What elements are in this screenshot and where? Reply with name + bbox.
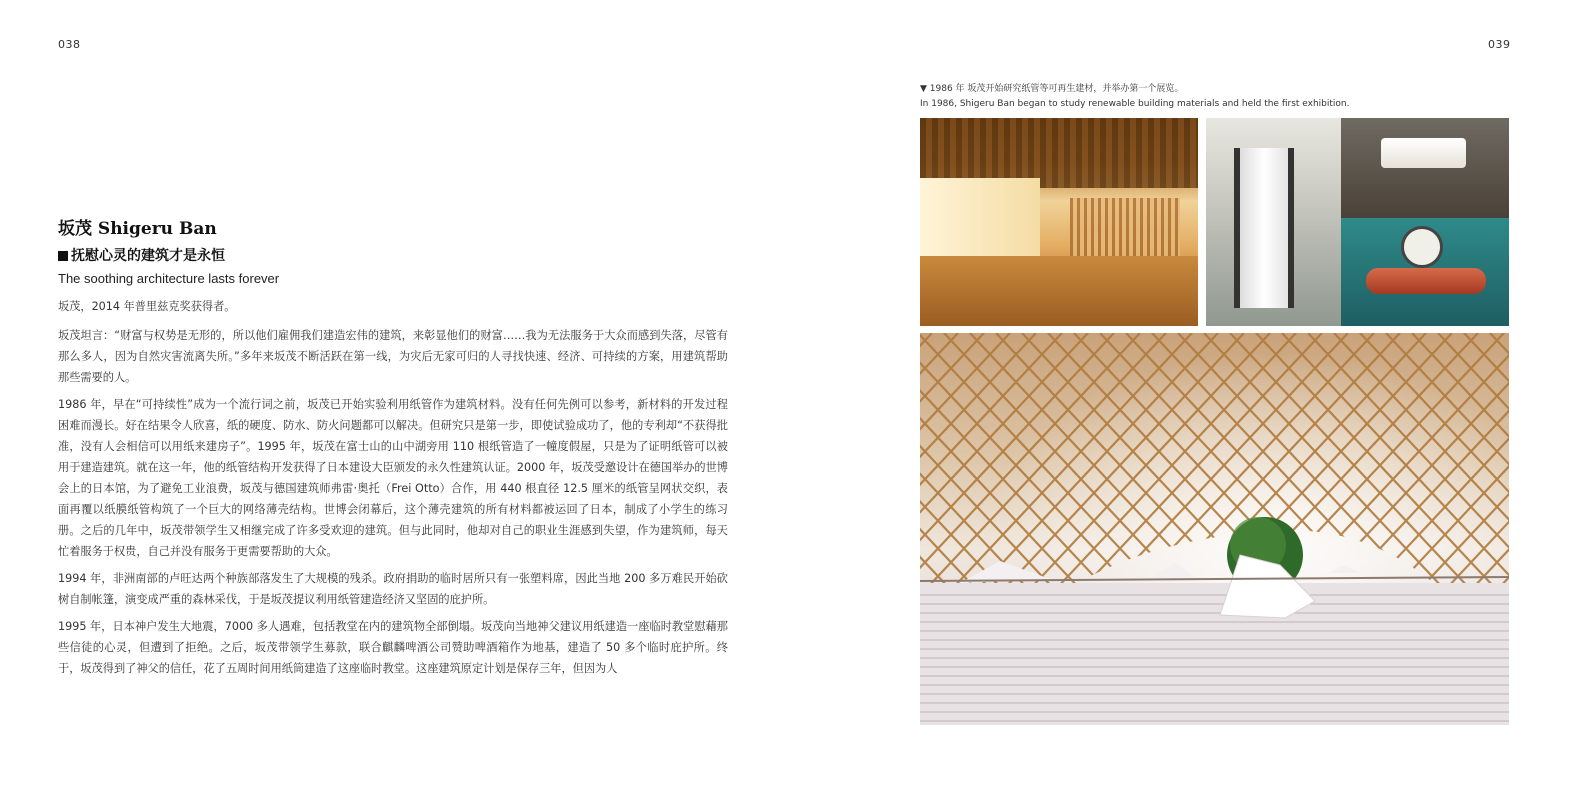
pavilion-gridshell — [920, 333, 1509, 725]
page-number-left: 038 — [58, 38, 81, 51]
paper-tube-sample — [1381, 138, 1466, 168]
testing-panel-top — [1341, 118, 1509, 218]
square-bullet-icon — [58, 251, 68, 261]
paragraph: 1995 年，日本神户发生大地震，7000 多人遇难，包括教堂在内的建筑物全部倒塌。坂茂向当地神父建议用纸建造一座临时教堂慰藉那些信徒的心灵，但遭到了拒绝。之后，坂茂带领学生募款，联合麒麟啤酒公司赞助啤酒箱作为地基，建造了 50 多个临时庇护所。终于，坂茂得到了神父的信任，花了五周时间用纸筒建造了这座临时教堂。这座建筑原定计划是保存三年，但因为人 — [58, 620, 728, 675]
paragraph: 坂茂，2014 年普里兹克奖获得者。 — [58, 300, 236, 313]
paragraph: 1986 年，早在“可持续性”成为一个流行词之前，坂茂已开始实验利用纸管作为建筑材料。没有任何先例可以参考，新材料的开发过程困难而漫长。好在结果令人欣喜，纸的硬度、防水、防火问题都可以解决。但研究只是第一步，即使试验成功了，他的专利却“不获得批准，没有人会相信可以用纸来建房子”。1995 年，坂茂在富士山的山中湖旁用 110 根纸管造了一幢度假屋，只是为了证明纸管可以被用于建造建筑。就在这一年，他的纸管结构开发获得了日本建设大臣颁发的永久性建筑认证。2000 年，坂茂受邀设计在德国举办的世博会上的日本馆，为了避免工业浪费，坂茂与德国建筑师弗雷·奥托（Frei Otto）合作，用 440 根直径 12.5 厘米的纸管呈网状交织，表面再覆以纸膜纸管构筑了一个巨大的网络薄壳结构。世博会闭幕后，这个薄壳建筑的所有材料都被运回了日本，制成了小学生的练习册。之后的几年中，坂茂带领学生又相继完成了许多受欢迎的建筑。但与此同时，他却对自己的职业生涯感到失望，作为建筑师，每天忙着服务于权贵，自己并没有服务于更需要帮助的大众。 — [58, 398, 728, 558]
caption-en: In 1986, Shigeru Ban began to study renewable building materials and held the first exhibition. — [920, 99, 1350, 109]
article-subtitle-en: The soothing architecture lasts forever — [58, 271, 280, 286]
exhibition-gallery-photo — [920, 118, 1198, 326]
caption-cn: ▼ 1986 年 坂茂开始研究纸管等可再生建材，并举办第一个展览。 — [920, 84, 1184, 94]
paragraph: 1994 年，非洲南部的卢旺达两个种族部落发生了大规模的残杀。政府捐助的临时居所只有一张塑料席，因此当地 200 多万难民开始砍树自制帐篷，演变成严重的森林采伐，于是坂茂提议利用纸管建造经济又坚固的庇护所。 — [58, 572, 728, 606]
page-number-right: 039 — [1488, 38, 1511, 51]
material-testing-photo — [1206, 118, 1509, 326]
paper-tube-sample — [1366, 268, 1486, 294]
japan-pavilion-photo — [920, 333, 1509, 725]
article-subtitle-cn — [58, 245, 728, 265]
paragraph: 坂茂坦言：“财富与权势是无形的，所以他们雇佣我们建造宏伟的建筑，来彰显他们的财富……我为无法服务于大众而感到失落，尽管有那么多人，因为自然灾害流离失所。”多年来坂茂不断活跃在第一线，为灾后无家可归的人寻找快速、经济、可持续的方案，用建筑帮助那些需要的人。 — [58, 329, 728, 384]
article-title: 坂茂 Shigeru Ban — [58, 219, 217, 239]
paper-tube-sample — [1234, 148, 1294, 308]
article-column — [58, 214, 728, 685]
photo-caption — [920, 82, 1510, 112]
gallery-floor — [920, 256, 1198, 326]
subtitle-cn-text: 抚慰心灵的建筑才是永恒 — [71, 248, 225, 264]
gauge-icon — [1401, 226, 1443, 268]
